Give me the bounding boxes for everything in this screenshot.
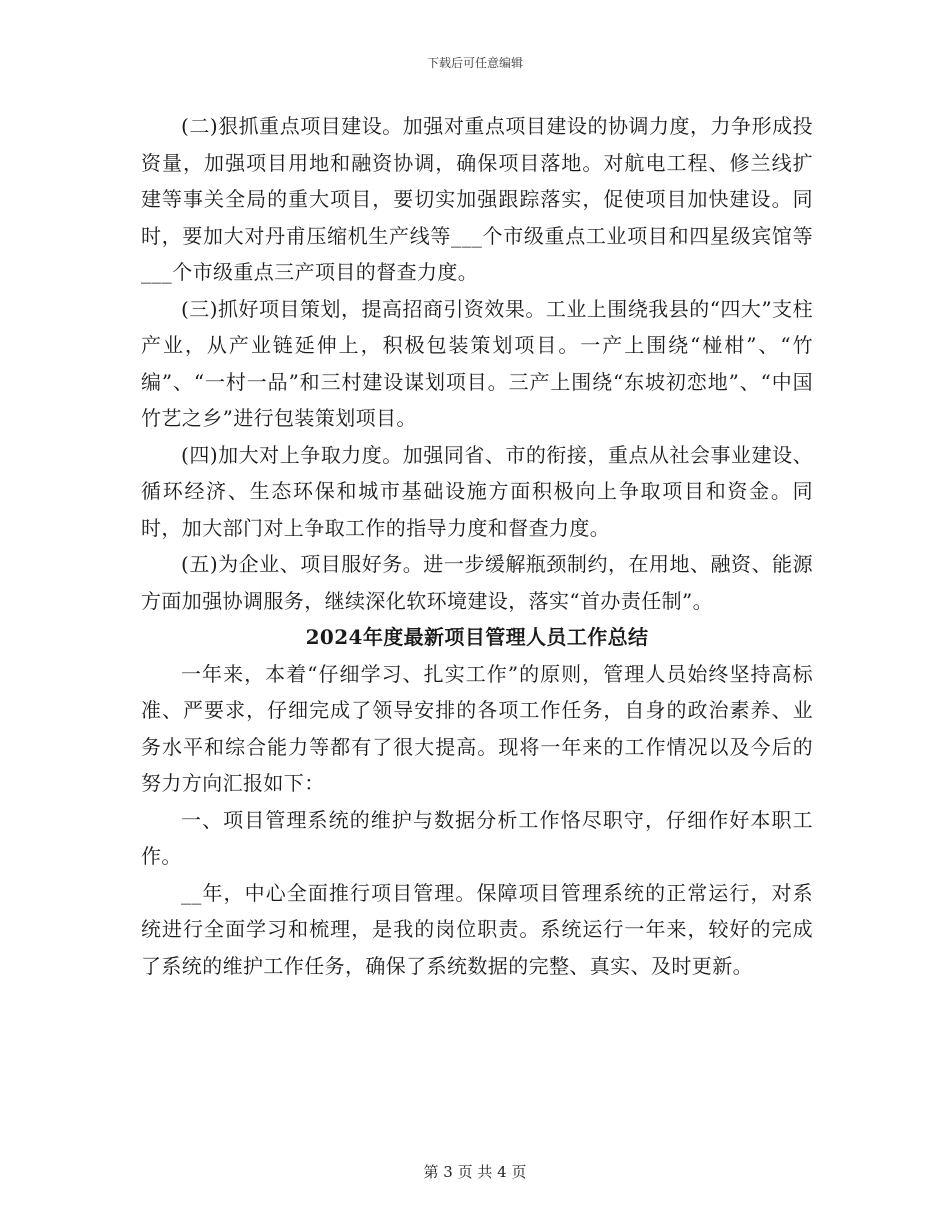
- paragraph-body-1: __年，中心全面推行项目管理。保障项目管理系统的正常运行，对系统进行全面学习和梳理，是我的岗位职责。系统运行一年来，较好的完成了系统的维护工作任务，确保了系统数据的完整、真实、及时更新。: [141, 880, 813, 978]
- paragraph-item-3: (三)抓好项目策划，提高招商引资效果。工业上围绕我县的“四大”支柱产业，从产业链延伸上，积极包装策划项目。一产上围绕“椪柑”、“竹编”、“一村一品”和三村建设谋划项目。三产上围绕“东坡初恋地”、“中国竹艺之乡”进行包装策划项目。: [141, 296, 813, 430]
- section-title: 2024年度最新项目管理人员工作总结: [305, 625, 649, 649]
- paragraph-intro: 一年来，本着“仔细学习、扎实工作”的原则，管理人员始终坚持高标准、严要求，仔细完成了领导安排的各项工作任务，自身的政治素养、业务水平和综合能力等都有了很大提高。现将一年来的工作情况以及今后的努力方向汇报如下：: [141, 661, 813, 795]
- document-body: [141, 108, 813, 984]
- paragraph-item-2: (二)狠抓重点项目建设。加强对重点项目建设的协调力度，力争形成投资量，加强项目用地和融资协调，确保项目落地。对航电工程、修兰线扩建等事关全局的重大项目，要切实加强跟踪落实，促使项目加快建设。同时，要加大对丹甫压缩机生产线等___个市级重点工业项目和四星级宾馆等___个市级重点三产项目的督查力度。: [141, 114, 813, 284]
- page-header: 下载后可任意编辑: [426, 56, 523, 70]
- paragraph-heading-1: 一、项目管理系统的维护与数据分析工作恪尽职守，仔细作好本职工作。: [141, 807, 813, 868]
- page-footer: 第 3 页 共 4 页: [423, 1163, 527, 1181]
- paragraph-item-4: (四)加大对上争取力度。加强同省、市的衔接，重点从社会事业建设、循环经济、生态环保和城市基础设施方面积极向上争取项目和资金。同时，加大部门对上争取工作的指导力度和督查力度。: [141, 442, 813, 540]
- paragraph-item-5: (五)为企业、项目服好务。进一步缓解瓶颈制约，在用地、融资、能源方面加强协调服务，继续深化软环境建设，落实“首办责任制”。: [141, 552, 813, 613]
